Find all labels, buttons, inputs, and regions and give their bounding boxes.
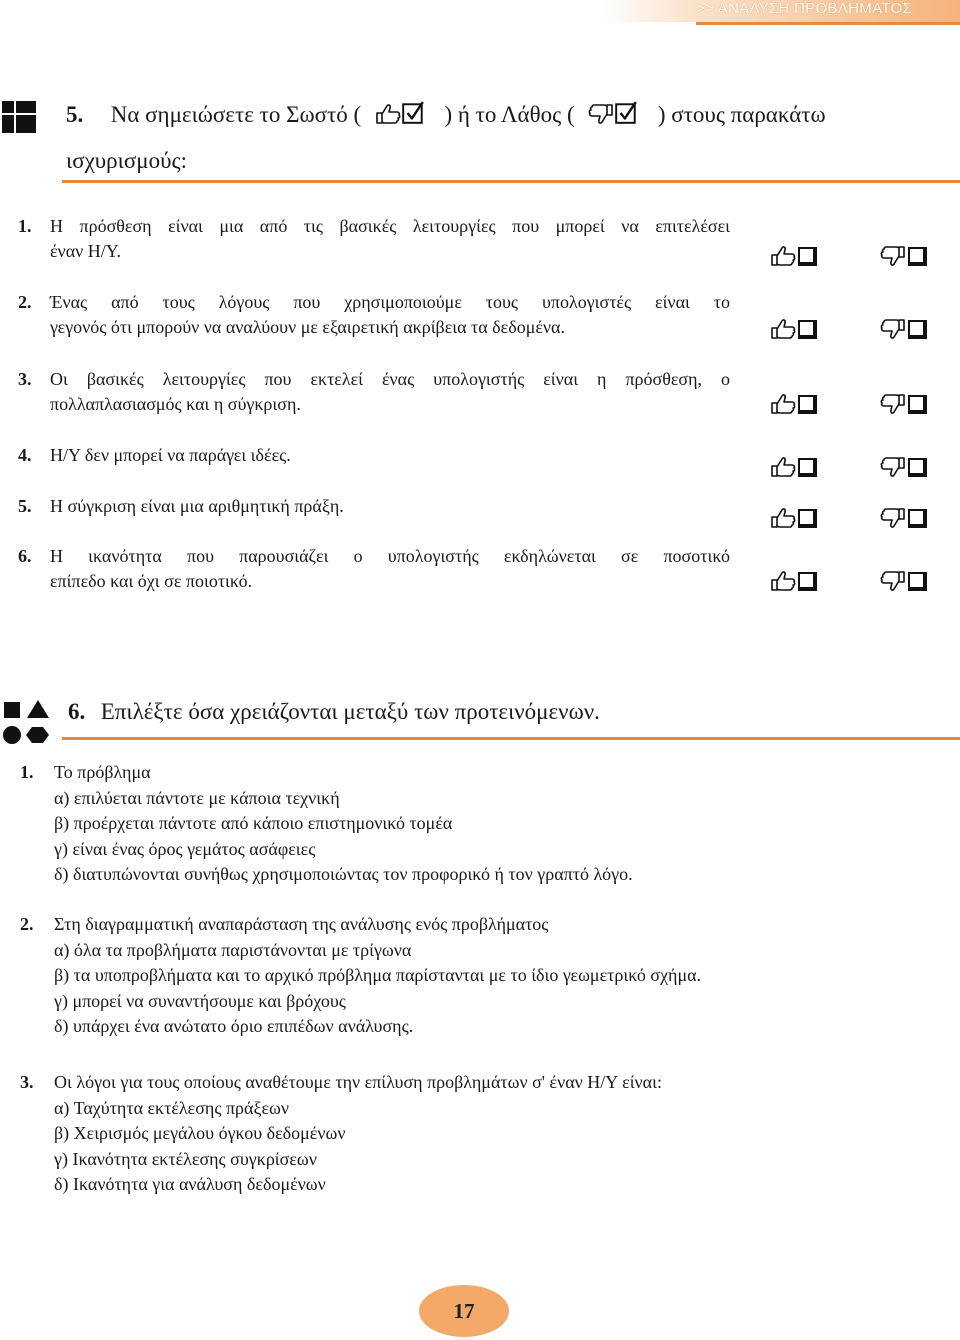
true-option-1[interactable] xyxy=(770,245,817,267)
thumbs-up-icon xyxy=(770,245,796,267)
section6-rule xyxy=(62,737,960,740)
true-checkbox[interactable] xyxy=(798,247,817,266)
statement-text-line2: πολλαπλασιασμός και η σύγκριση. xyxy=(50,394,301,414)
thumbs-down-icon xyxy=(880,507,906,529)
false-checkbox[interactable] xyxy=(908,509,927,528)
question-number: 3. xyxy=(20,1072,34,1092)
false-option-5[interactable] xyxy=(880,507,927,529)
true-checkbox[interactable] xyxy=(798,320,817,339)
section5-prompt-part2: ) ή το Λάθος ( xyxy=(444,102,575,127)
header-rule xyxy=(696,22,960,25)
mc-question-2 xyxy=(20,912,920,1040)
mc-question-1 xyxy=(20,760,920,888)
thumbs-up-icon xyxy=(770,456,796,478)
statement-number: 1. xyxy=(18,216,32,236)
statement-2 xyxy=(18,290,730,340)
true-checkbox[interactable] xyxy=(798,572,817,591)
option-d[interactable]: δ) Ικανότητα για ανάλυση δεδομένων xyxy=(54,1174,326,1194)
page-number: 17 xyxy=(419,1285,509,1337)
thumbs-down-icon xyxy=(880,318,906,340)
true-option-6[interactable] xyxy=(770,570,817,592)
section5-prompt-part1: Να σημειώσετε το Σωστό ( xyxy=(110,102,362,127)
true-option-3[interactable] xyxy=(770,393,817,415)
false-checkbox[interactable] xyxy=(908,320,927,339)
option-b[interactable]: β) Χειρισμός μεγάλου όγκου δεδομένων xyxy=(54,1123,346,1143)
option-a[interactable]: α) επιλύεται πάντοτε με κάποια τεχνική xyxy=(54,787,340,808)
mc-question-3 xyxy=(20,1070,920,1198)
section6-number: 6. xyxy=(68,699,86,724)
section5-rule xyxy=(62,180,960,183)
shapes-marker-icon xyxy=(2,698,52,746)
thumbs-down-icon xyxy=(880,245,906,267)
statement-text: Ένας από τους λόγους που χρησιμοποιούμε τους υπολογιστές είναι το xyxy=(50,292,730,312)
statement-1 xyxy=(18,214,730,264)
chapter-title: >> ΑΝΑΛΥΣΗ ΠΡΟΒΛΗΜΑΤΟΣ xyxy=(695,0,912,17)
true-checkbox[interactable] xyxy=(798,395,817,414)
false-checkbox[interactable] xyxy=(908,247,927,266)
statement-4 xyxy=(18,443,730,468)
thumbs-down-icon xyxy=(588,103,614,125)
statement-text: Η ικανότητα που παρουσιάζει ο υπολογιστής εκδηλώνεται σε ποσοτικό xyxy=(50,546,730,566)
thumbs-down-icon xyxy=(880,570,906,592)
false-option-2[interactable] xyxy=(880,318,927,340)
question-stem: Το πρόβλημα xyxy=(54,762,151,782)
checkbox-checked-icon xyxy=(614,101,638,125)
checkbox-checked-icon xyxy=(401,101,425,125)
thumbs-down-icon xyxy=(880,393,906,415)
statement-text: Η/Υ δεν μπορεί να παράγει ιδέες. xyxy=(50,445,291,465)
statement-text-line2: έναν Η/Υ. xyxy=(50,241,122,261)
option-c[interactable]: γ) Ικανότητα εκτέλεσης συγκρίσεων xyxy=(54,1148,317,1169)
true-option-4[interactable] xyxy=(770,456,817,478)
thumbs-up-icon xyxy=(770,570,796,592)
option-c[interactable]: γ) είναι ένας όρος γεμάτος ασάφειες xyxy=(54,838,316,859)
false-option-1[interactable] xyxy=(880,245,927,267)
section5-prompt-part3: ) στους παρακάτω xyxy=(657,102,826,127)
statement-number: 5. xyxy=(18,496,32,516)
option-c[interactable]: γ) μπορεί να συναντήσουμε και βρόχους xyxy=(54,990,346,1011)
false-option-6[interactable] xyxy=(880,570,927,592)
false-option-3[interactable] xyxy=(880,393,927,415)
statement-text: Η σύγκριση είναι μια αριθμητική πράξη. xyxy=(50,496,344,516)
option-b[interactable]: β) τα υποπροβλήματα και το αρχικό πρόβλημα παρίστανται με το ίδιο γεωμετρικό σχήμα. xyxy=(54,965,702,985)
false-option-4[interactable] xyxy=(880,456,927,478)
section-marker-icon xyxy=(2,101,38,135)
thumbs-up-icon xyxy=(770,507,796,529)
section5-heading-line2: ισχυρισμούς: xyxy=(66,148,187,173)
option-a[interactable]: α) όλα τα προβλήματα παριστάνονται με τρίγωνα xyxy=(54,939,412,960)
option-a[interactable]: α) Ταχύτητα εκτέλεσης πράξεων xyxy=(54,1097,290,1118)
section5-heading xyxy=(66,100,826,130)
option-d[interactable]: δ) διατυπώνονται συνήθως χρησιμοποιώντας τον προφορικό ή τον γραπτό λόγο. xyxy=(54,864,633,884)
true-option-2[interactable] xyxy=(770,318,817,340)
section6-title: Επιλέξτε όσα χρειάζονται μεταξύ των προτεινόμενων. xyxy=(100,699,600,724)
statement-number: 3. xyxy=(18,369,32,389)
statement-text: Η πρόσθεση είναι μια από τις βασικές λειτουργίες που μπορεί να επιτελέσει xyxy=(50,216,730,236)
false-checkbox[interactable] xyxy=(908,395,927,414)
statement-5 xyxy=(18,494,730,519)
section6-heading xyxy=(68,697,600,727)
false-checkbox[interactable] xyxy=(908,458,927,477)
thumbs-down-icon xyxy=(880,456,906,478)
thumbs-up-icon xyxy=(770,318,796,340)
question-stem: Στη διαγραμματική αναπαράσταση της ανάλυσης ενός προβλήματος xyxy=(54,914,549,934)
true-checkbox[interactable] xyxy=(798,509,817,528)
statement-3 xyxy=(18,367,730,417)
statement-text-line2: επίπεδο και όχι σε ποιοτικό. xyxy=(50,571,253,591)
false-checkbox[interactable] xyxy=(908,572,927,591)
thumbs-up-icon xyxy=(375,103,401,125)
thumbs-up-icon xyxy=(770,393,796,415)
statement-number: 4. xyxy=(18,445,32,465)
option-b[interactable]: β) προέρχεται πάντοτε από κάποιο επιστημονικό τομέα xyxy=(54,813,453,833)
statement-text: Οι βασικές λειτουργίες που εκτελεί ένας υπολογιστής είναι η πρόσθεση, ο xyxy=(50,369,730,389)
statement-text-line2: γεγονός ότι μπορούν να αναλύουν με εξαιρετική ακρίβεια τα δεδομένα. xyxy=(50,317,565,337)
statement-6 xyxy=(18,544,730,594)
section5-number: 5. xyxy=(66,102,84,127)
question-number: 1. xyxy=(20,762,34,782)
question-number: 2. xyxy=(20,914,34,934)
question-stem: Οι λόγοι για τους οποίους αναθέτουμε την επίλυση προβλημάτων σ' έναν Η/Υ είναι: xyxy=(54,1072,662,1092)
statement-number: 6. xyxy=(18,546,32,566)
option-d[interactable]: δ) υπάρχει ένα ανώτατο όριο επιπέδων ανάλυσης. xyxy=(54,1016,414,1036)
statement-number: 2. xyxy=(18,292,32,312)
true-checkbox[interactable] xyxy=(798,458,817,477)
true-option-5[interactable] xyxy=(770,507,817,529)
